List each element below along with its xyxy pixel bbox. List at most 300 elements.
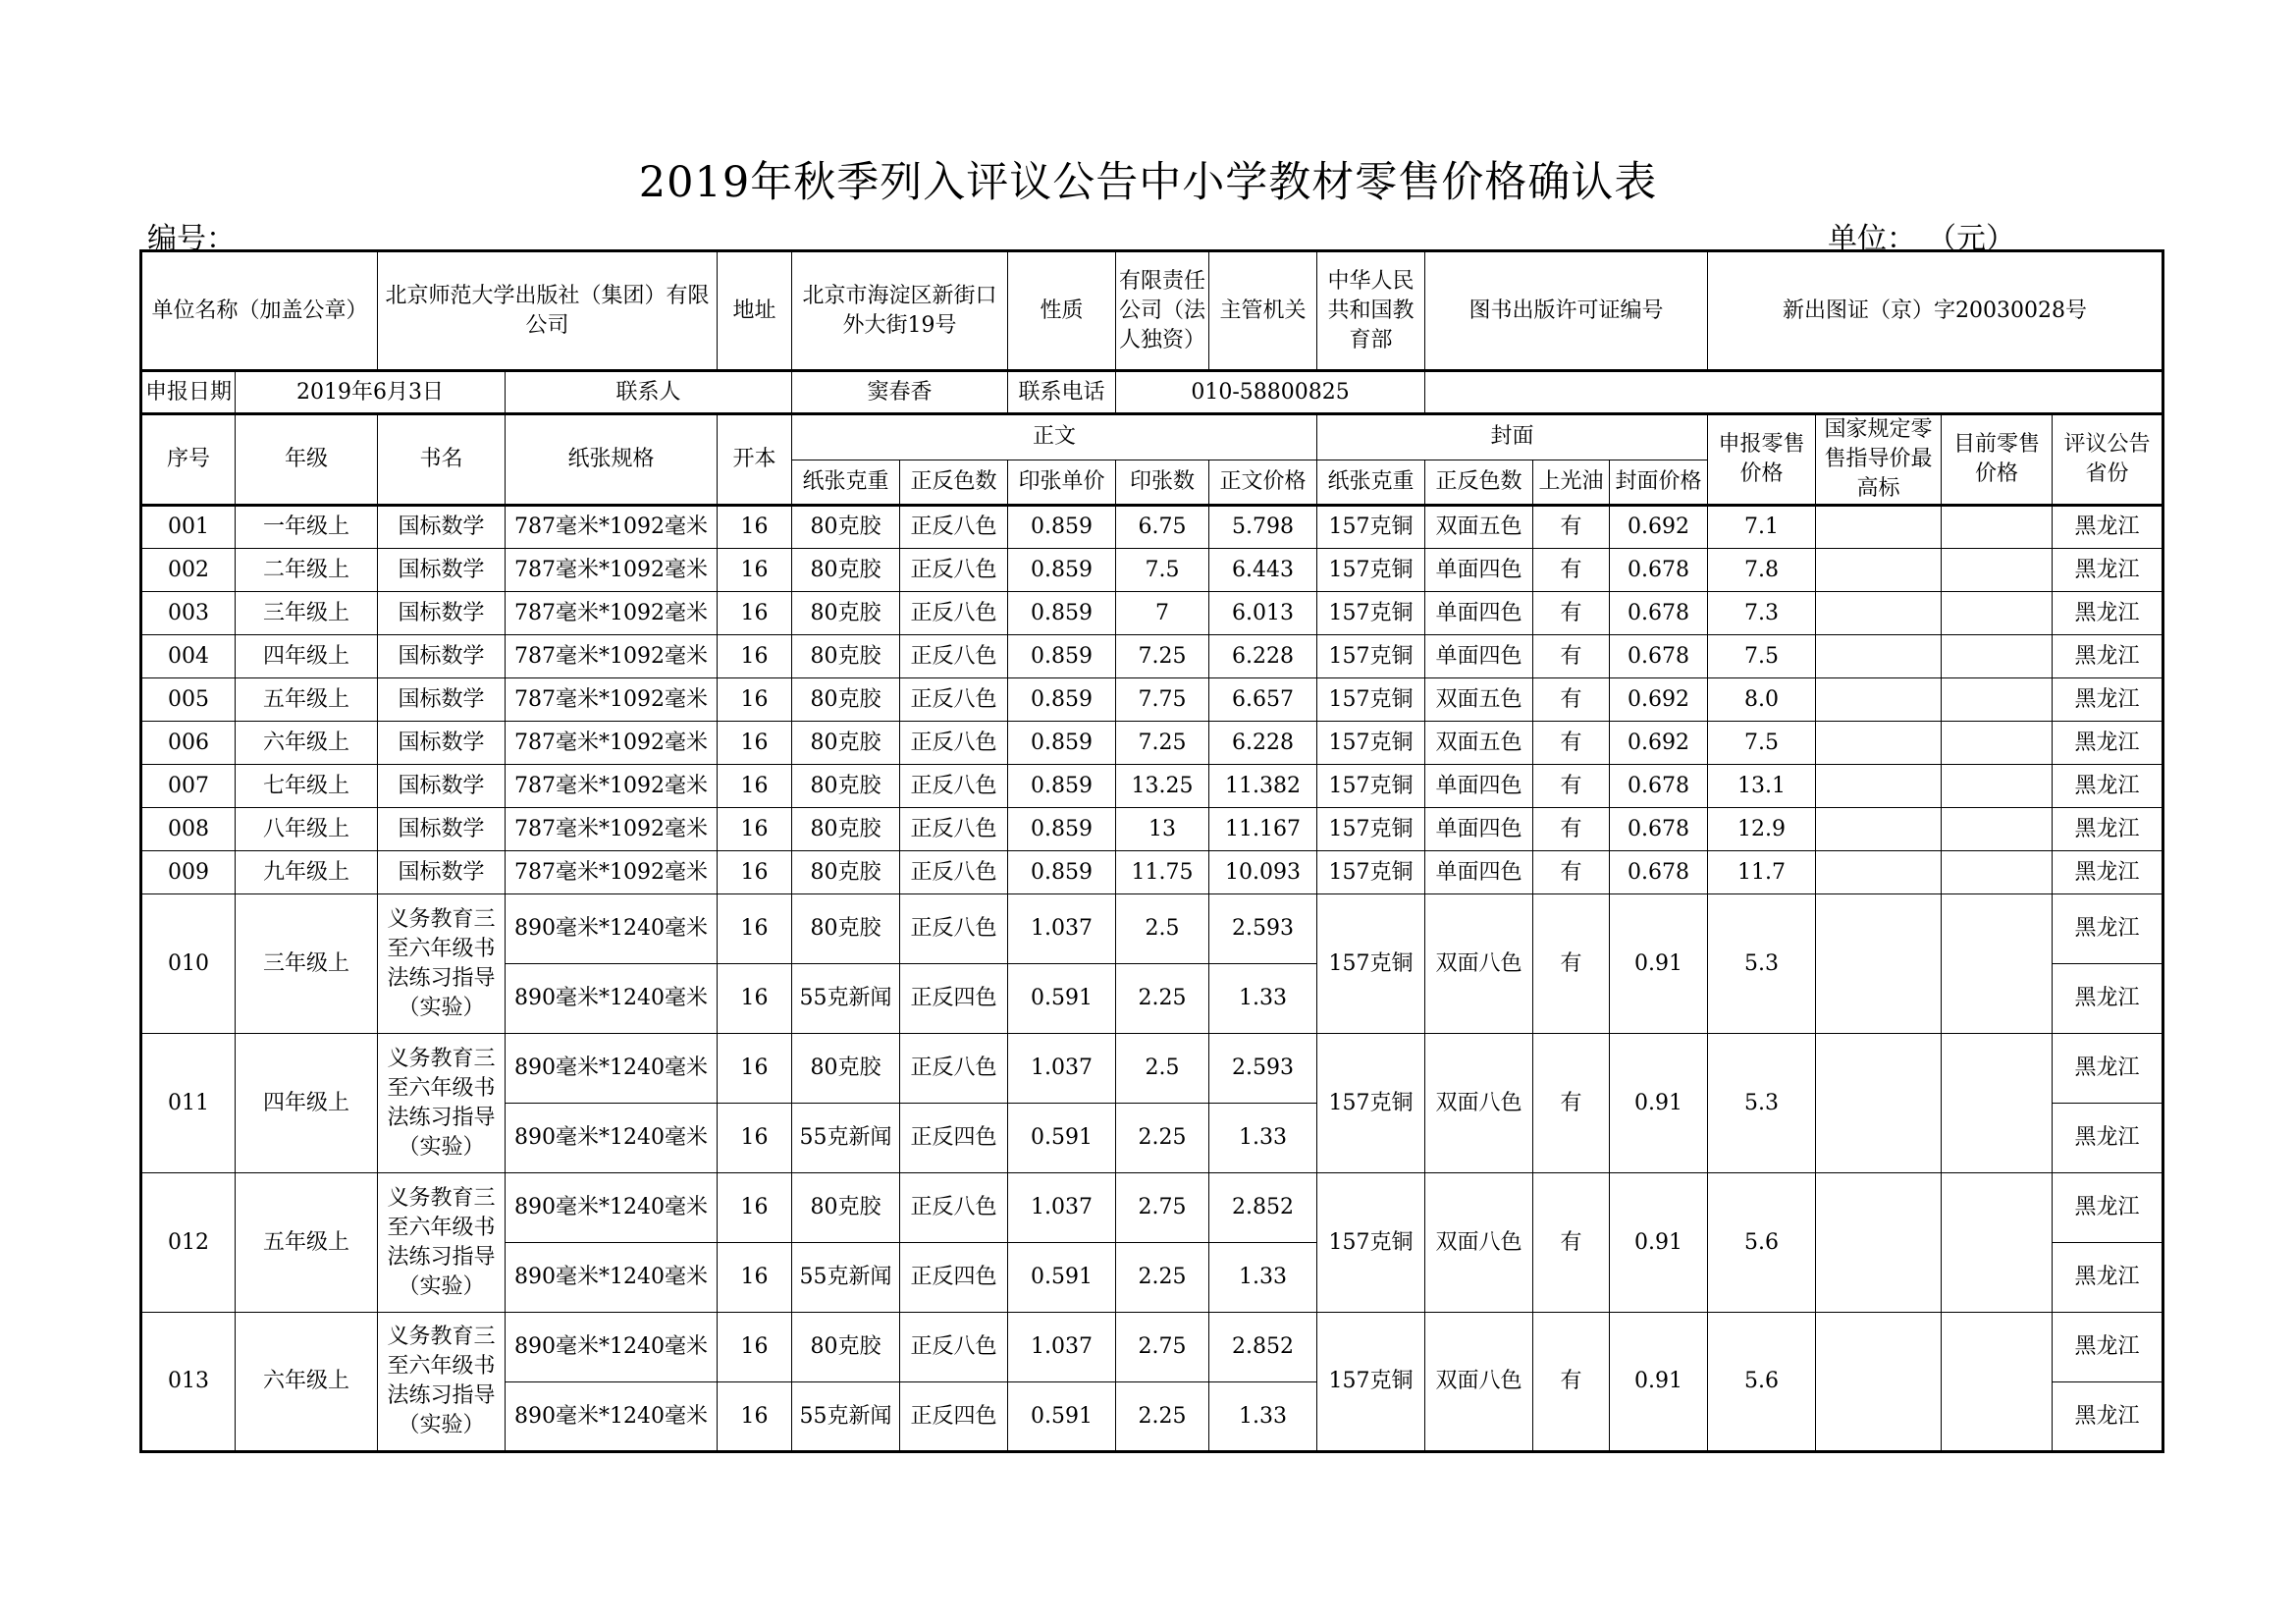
cell-paper-spec: 787毫米*1092毫米: [506, 722, 718, 765]
cell-province: 黑龙江: [2053, 678, 2163, 722]
cell-cover-weight: 157克铜: [1317, 1173, 1425, 1313]
cell-body-weight: 80克胶: [792, 808, 900, 851]
cell-cover-color: 单面四色: [1425, 808, 1533, 851]
cell-body-color: 正反四色: [900, 1243, 1008, 1313]
phone-value: 010-58800825: [1116, 371, 1425, 414]
header-row-1: [141, 414, 2163, 460]
cell-format: 16: [718, 506, 792, 549]
cell-cover-color: 双面八色: [1425, 1034, 1533, 1173]
price-confirmation-table: [139, 249, 2164, 1453]
cell-book: 国标数学: [378, 808, 506, 851]
header-sheets: 印张数: [1116, 460, 1209, 506]
cell-province: 黑龙江: [2053, 964, 2163, 1034]
cell-current-price: [1942, 1173, 2053, 1313]
cell-national-price: [1816, 592, 1942, 635]
cell-body-price: 11.167: [1209, 808, 1317, 851]
cell-sheet-price: 0.859: [1008, 808, 1116, 851]
cell-body-weight: 55克新闻: [792, 1243, 900, 1313]
header-grade: 年级: [236, 414, 378, 506]
cell-sheets: 13.25: [1116, 765, 1209, 808]
cell-sheets: 2.25: [1116, 1243, 1209, 1313]
cell-sheets: 7.25: [1116, 722, 1209, 765]
cell-paper-spec: 890毫米*1240毫米: [506, 1382, 718, 1452]
cell-body-price: 10.093: [1209, 851, 1317, 894]
cell-cover-color: 单面四色: [1425, 765, 1533, 808]
cell-body-price: 6.013: [1209, 592, 1317, 635]
cell-national-price: [1816, 722, 1942, 765]
cell-gloss: 有: [1533, 549, 1610, 592]
cell-current-price: [1942, 635, 2053, 678]
cell-cover-price: 0.91: [1610, 894, 1708, 1034]
cell-national-price: [1816, 1313, 1942, 1452]
cell-sheet-price: 0.859: [1008, 678, 1116, 722]
cell-grade: 七年级上: [236, 765, 378, 808]
cell-current-price: [1942, 851, 2053, 894]
cell-sheets: 2.25: [1116, 1382, 1209, 1452]
cell-body-color: 正反四色: [900, 1104, 1008, 1173]
header-body-price: 正文价格: [1209, 460, 1317, 506]
cell-seq: 013: [141, 1313, 236, 1452]
cell-body-price: 11.382: [1209, 765, 1317, 808]
header-declared-price: 申报零售价格: [1708, 414, 1816, 506]
cell-body-price: 6.228: [1209, 722, 1317, 765]
cell-body-price: 1.33: [1209, 1104, 1317, 1173]
cell-seq: 005: [141, 678, 236, 722]
cell-body-color: 正反八色: [900, 506, 1008, 549]
cell-body-weight: 80克胶: [792, 851, 900, 894]
cell-sheets: 2.75: [1116, 1173, 1209, 1243]
cell-national-price: [1816, 635, 1942, 678]
cell-declared-price: 7.5: [1708, 635, 1816, 678]
unit-value: （元）: [1942, 222, 2015, 256]
nature-value: 有限责任公司（法人独资）: [1116, 251, 1209, 371]
cell-declared-price: 5.3: [1708, 1034, 1816, 1173]
cell-province: 黑龙江: [2053, 549, 2163, 592]
cell-sheet-price: 0.591: [1008, 1104, 1116, 1173]
cell-body-color: 正反八色: [900, 722, 1008, 765]
table-row: [141, 1173, 2163, 1243]
cell-cover-color: 单面四色: [1425, 549, 1533, 592]
cell-national-price: [1816, 678, 1942, 722]
cell-body-weight: 80克胶: [792, 635, 900, 678]
cell-sheet-price: 0.859: [1008, 851, 1116, 894]
cell-paper-spec: 787毫米*1092毫米: [506, 592, 718, 635]
cell-book: 国标数学: [378, 549, 506, 592]
cell-national-price: [1816, 765, 1942, 808]
table-row: [141, 592, 2163, 635]
cell-body-color: 正反八色: [900, 1173, 1008, 1243]
cell-paper-spec: 890毫米*1240毫米: [506, 1243, 718, 1313]
table-row: [141, 506, 2163, 549]
cell-gloss: 有: [1533, 678, 1610, 722]
cell-body-weight: 80克胶: [792, 678, 900, 722]
cell-sheets: 7.5: [1116, 549, 1209, 592]
cell-cover-weight: 157克铜: [1317, 506, 1425, 549]
header-gloss: 上光油: [1533, 460, 1610, 506]
cell-body-color: 正反八色: [900, 1313, 1008, 1382]
cell-sheet-price: 1.037: [1008, 1173, 1116, 1243]
cell-body-color: 正反八色: [900, 851, 1008, 894]
cell-body-color: 正反八色: [900, 635, 1008, 678]
cell-paper-spec: 890毫米*1240毫米: [506, 964, 718, 1034]
cell-national-price: [1816, 506, 1942, 549]
cell-cover-color: 双面八色: [1425, 1173, 1533, 1313]
cell-body-price: 2.852: [1209, 1313, 1317, 1382]
cell-book: 国标数学: [378, 678, 506, 722]
cell-sheet-price: 0.859: [1008, 635, 1116, 678]
header-paper-spec: 纸张规格: [506, 414, 718, 506]
cell-seq: 011: [141, 1034, 236, 1173]
cell-national-price: [1816, 1173, 1942, 1313]
cell-cover-weight: 157克铜: [1317, 678, 1425, 722]
cell-declared-price: 5.6: [1708, 1313, 1816, 1452]
license-label: 图书出版许可证编号: [1425, 251, 1708, 371]
cell-gloss: 有: [1533, 1034, 1610, 1173]
cell-cover-price: 0.692: [1610, 722, 1708, 765]
cell-cover-weight: 157克铜: [1317, 592, 1425, 635]
cell-province: 黑龙江: [2053, 1243, 2163, 1313]
cell-gloss: 有: [1533, 765, 1610, 808]
table-row: [141, 808, 2163, 851]
table-row: [141, 851, 2163, 894]
cell-seq: 007: [141, 765, 236, 808]
cell-cover-price: 0.91: [1610, 1313, 1708, 1452]
cell-sheet-price: 1.037: [1008, 1313, 1116, 1382]
cell-grade: 五年级上: [236, 1173, 378, 1313]
cell-body-weight: 80克胶: [792, 894, 900, 964]
header-national-price: 国家规定零售指导价最高标: [1816, 414, 1942, 506]
cell-national-price: [1816, 851, 1942, 894]
cell-current-price: [1942, 1313, 2053, 1452]
cell-book: 义务教育三至六年级书法练习指导（实验）: [378, 1034, 506, 1173]
cell-cover-weight: 157克铜: [1317, 808, 1425, 851]
cell-format: 16: [718, 1034, 792, 1104]
cell-book: 国标数学: [378, 635, 506, 678]
cell-current-price: [1942, 1034, 2053, 1173]
cell-body-weight: 55克新闻: [792, 964, 900, 1034]
unit-name-label: 单位名称（加盖公章）: [141, 251, 378, 371]
cell-seq: 012: [141, 1173, 236, 1313]
cell-sheet-price: 1.037: [1008, 894, 1116, 964]
cell-declared-price: 13.1: [1708, 765, 1816, 808]
cell-cover-color: 双面五色: [1425, 678, 1533, 722]
cell-cover-price: 0.692: [1610, 678, 1708, 722]
cell-format: 16: [718, 1173, 792, 1243]
cell-declared-price: 11.7: [1708, 851, 1816, 894]
cell-book: 国标数学: [378, 722, 506, 765]
cell-gloss: 有: [1533, 808, 1610, 851]
cell-gloss: 有: [1533, 851, 1610, 894]
cell-current-price: [1942, 506, 2053, 549]
cell-gloss: 有: [1533, 592, 1610, 635]
header-cover-price: 封面价格: [1610, 460, 1708, 506]
cell-format: 16: [718, 592, 792, 635]
cell-grade: 四年级上: [236, 635, 378, 678]
cell-gloss: 有: [1533, 1173, 1610, 1313]
cell-body-weight: 80克胶: [792, 549, 900, 592]
cell-format: 16: [718, 1382, 792, 1452]
cell-body-weight: 80克胶: [792, 765, 900, 808]
header-cover-group: 封面: [1317, 414, 1708, 460]
unit-label-text: 单位：: [1828, 222, 1916, 256]
cell-body-price: 6.228: [1209, 635, 1317, 678]
table-row: [141, 549, 2163, 592]
cell-sheet-price: 0.591: [1008, 964, 1116, 1034]
cell-grade: 二年级上: [236, 549, 378, 592]
cell-cover-color: 单面四色: [1425, 635, 1533, 678]
cell-paper-spec: 787毫米*1092毫米: [506, 851, 718, 894]
cell-sheet-price: 0.859: [1008, 722, 1116, 765]
cell-gloss: 有: [1533, 1313, 1610, 1452]
cell-cover-weight: 157克铜: [1317, 851, 1425, 894]
cell-cover-weight: 157克铜: [1317, 722, 1425, 765]
cell-current-price: [1942, 549, 2053, 592]
contact-value: 窦春香: [792, 371, 1008, 414]
cell-seq: 001: [141, 506, 236, 549]
cell-format: 16: [718, 549, 792, 592]
cell-body-weight: 80克胶: [792, 506, 900, 549]
cell-cover-price: 0.91: [1610, 1173, 1708, 1313]
cell-cover-color: 双面八色: [1425, 1313, 1533, 1452]
cell-format: 16: [718, 851, 792, 894]
cell-format: 16: [718, 894, 792, 964]
header-body-color: 正反色数: [900, 460, 1008, 506]
cell-seq: 002: [141, 549, 236, 592]
cell-national-price: [1816, 549, 1942, 592]
cell-cover-price: 0.91: [1610, 1034, 1708, 1173]
cell-province: 黑龙江: [2053, 1382, 2163, 1452]
cell-grade: 九年级上: [236, 851, 378, 894]
header-body-group: 正文: [792, 414, 1317, 460]
table-row: [141, 1034, 2163, 1104]
cell-body-price: 6.657: [1209, 678, 1317, 722]
cell-book: 国标数学: [378, 592, 506, 635]
cell-body-color: 正反八色: [900, 549, 1008, 592]
cell-paper-spec: 890毫米*1240毫米: [506, 1104, 718, 1173]
cell-cover-price: 0.678: [1610, 635, 1708, 678]
cell-cover-price: 0.678: [1610, 808, 1708, 851]
cell-paper-spec: 787毫米*1092毫米: [506, 765, 718, 808]
address-label: 地址: [718, 251, 792, 371]
cell-sheet-price: 0.859: [1008, 592, 1116, 635]
cell-national-price: [1816, 808, 1942, 851]
cell-format: 16: [718, 635, 792, 678]
authority-label: 主管机关: [1209, 251, 1317, 371]
cell-body-price: 1.33: [1209, 964, 1317, 1034]
phone-label: 联系电话: [1008, 371, 1116, 414]
header-cover-color: 正反色数: [1425, 460, 1533, 506]
contact-row: [141, 371, 2163, 414]
cell-body-weight: 80克胶: [792, 722, 900, 765]
serial-label: 编号：: [147, 222, 236, 256]
table-row: [141, 765, 2163, 808]
cell-grade: 八年级上: [236, 808, 378, 851]
cell-body-color: 正反四色: [900, 1382, 1008, 1452]
cell-sheets: 11.75: [1116, 851, 1209, 894]
cell-body-color: 正反八色: [900, 765, 1008, 808]
cell-body-price: 2.852: [1209, 1173, 1317, 1243]
cell-book: 国标数学: [378, 765, 506, 808]
cell-cover-color: 双面八色: [1425, 894, 1533, 1034]
cell-grade: 三年级上: [236, 894, 378, 1034]
table-row: [141, 635, 2163, 678]
cell-cover-color: 单面四色: [1425, 592, 1533, 635]
cell-cover-price: 0.678: [1610, 851, 1708, 894]
cell-declared-price: 7.3: [1708, 592, 1816, 635]
cell-body-price: 2.593: [1209, 1034, 1317, 1104]
cell-sheets: 6.75: [1116, 506, 1209, 549]
cell-body-color: 正反八色: [900, 808, 1008, 851]
header-book: 书名: [378, 414, 506, 506]
cell-sheet-price: 0.591: [1008, 1382, 1116, 1452]
date-label: 申报日期: [141, 371, 236, 414]
cell-body-weight: 80克胶: [792, 1034, 900, 1104]
cell-body-color: 正反八色: [900, 678, 1008, 722]
cell-declared-price: 12.9: [1708, 808, 1816, 851]
cell-paper-spec: 787毫米*1092毫米: [506, 635, 718, 678]
cell-province: 黑龙江: [2053, 506, 2163, 549]
contact-row-blank: [1425, 371, 2163, 414]
header-seq: 序号: [141, 414, 236, 506]
cell-paper-spec: 787毫米*1092毫米: [506, 549, 718, 592]
table-row: [141, 678, 2163, 722]
cell-seq: 009: [141, 851, 236, 894]
cell-cover-price: 0.678: [1610, 765, 1708, 808]
cell-paper-spec: 787毫米*1092毫米: [506, 808, 718, 851]
table-row: [141, 1313, 2163, 1382]
cell-sheets: 2.25: [1116, 964, 1209, 1034]
cell-cover-weight: 157克铜: [1317, 765, 1425, 808]
cell-province: 黑龙江: [2053, 808, 2163, 851]
cell-cover-weight: 157克铜: [1317, 1313, 1425, 1452]
cell-format: 16: [718, 1243, 792, 1313]
nature-label: 性质: [1008, 251, 1116, 371]
cell-body-weight: 80克胶: [792, 1313, 900, 1382]
header-cover-weight: 纸张克重: [1317, 460, 1425, 506]
cell-grade: 三年级上: [236, 592, 378, 635]
license-value: 新出图证（京）字20030028号: [1708, 251, 2163, 371]
cell-body-weight: 80克胶: [792, 592, 900, 635]
cell-grade: 一年级上: [236, 506, 378, 549]
cell-cover-weight: 157克铜: [1317, 894, 1425, 1034]
cell-grade: 六年级上: [236, 1313, 378, 1452]
cell-gloss: 有: [1533, 894, 1610, 1034]
cell-body-price: 5.798: [1209, 506, 1317, 549]
header-province: 评议公告省份: [2053, 414, 2163, 506]
cell-paper-spec: 890毫米*1240毫米: [506, 1313, 718, 1382]
cell-grade: 五年级上: [236, 678, 378, 722]
address-value: 北京市海淀区新街口外大街19号: [792, 251, 1008, 371]
cell-paper-spec: 890毫米*1240毫米: [506, 1034, 718, 1104]
cell-national-price: [1816, 1034, 1942, 1173]
cell-province: 黑龙江: [2053, 1173, 2163, 1243]
header-current-price: 目前零售价格: [1942, 414, 2053, 506]
cell-province: 黑龙江: [2053, 1034, 2163, 1104]
cell-body-color: 正反八色: [900, 894, 1008, 964]
cell-cover-price: 0.692: [1610, 506, 1708, 549]
cell-gloss: 有: [1533, 506, 1610, 549]
header-format: 开本: [718, 414, 792, 506]
cell-sheets: 2.5: [1116, 894, 1209, 964]
cell-format: 16: [718, 765, 792, 808]
cell-current-price: [1942, 678, 2053, 722]
cell-body-weight: 55克新闻: [792, 1104, 900, 1173]
cell-declared-price: 8.0: [1708, 678, 1816, 722]
cell-seq: 004: [141, 635, 236, 678]
cell-body-color: 正反四色: [900, 964, 1008, 1034]
table-row: [141, 894, 2163, 964]
cell-sheets: 7.25: [1116, 635, 1209, 678]
cell-body-price: 1.33: [1209, 1243, 1317, 1313]
cell-province: 黑龙江: [2053, 851, 2163, 894]
cell-cover-color: 双面五色: [1425, 722, 1533, 765]
cell-format: 16: [718, 722, 792, 765]
cell-seq: 006: [141, 722, 236, 765]
cell-body-weight: 80克胶: [792, 1173, 900, 1243]
cell-sheet-price: 0.859: [1008, 765, 1116, 808]
cell-format: 16: [718, 1104, 792, 1173]
cell-sheets: 13: [1116, 808, 1209, 851]
contact-label: 联系人: [506, 371, 792, 414]
cell-province: 黑龙江: [2053, 894, 2163, 964]
cell-body-weight: 55克新闻: [792, 1382, 900, 1452]
header-sheet-price: 印张单价: [1008, 460, 1116, 506]
cell-seq: 010: [141, 894, 236, 1034]
cell-grade: 四年级上: [236, 1034, 378, 1173]
cell-sheet-price: 0.591: [1008, 1243, 1116, 1313]
cell-province: 黑龙江: [2053, 1313, 2163, 1382]
cell-gloss: 有: [1533, 722, 1610, 765]
page-title: 2019年秋季列入评议公告中小学教材零售价格确认表: [638, 158, 1658, 207]
cell-body-color: 正反八色: [900, 1034, 1008, 1104]
cell-gloss: 有: [1533, 635, 1610, 678]
cell-cover-weight: 157克铜: [1317, 635, 1425, 678]
cell-paper-spec: 787毫米*1092毫米: [506, 678, 718, 722]
cell-province: 黑龙江: [2053, 1104, 2163, 1173]
cell-sheet-price: 0.859: [1008, 506, 1116, 549]
cell-sheets: 2.5: [1116, 1034, 1209, 1104]
cell-body-color: 正反八色: [900, 592, 1008, 635]
date-value: 2019年6月3日: [236, 371, 506, 414]
cell-paper-spec: 787毫米*1092毫米: [506, 506, 718, 549]
cell-province: 黑龙江: [2053, 765, 2163, 808]
cell-paper-spec: 890毫米*1240毫米: [506, 894, 718, 964]
cell-sheet-price: 0.859: [1008, 549, 1116, 592]
cell-sheet-price: 1.037: [1008, 1034, 1116, 1104]
cell-province: 黑龙江: [2053, 722, 2163, 765]
cell-declared-price: 5.3: [1708, 894, 1816, 1034]
cell-sheets: 7.75: [1116, 678, 1209, 722]
cell-declared-price: 7.5: [1708, 722, 1816, 765]
cell-province: 黑龙江: [2053, 592, 2163, 635]
cell-book: 义务教育三至六年级书法练习指导（实验）: [378, 894, 506, 1034]
cell-cover-weight: 157克铜: [1317, 1034, 1425, 1173]
info-row: [141, 251, 2163, 371]
cell-cover-price: 0.678: [1610, 592, 1708, 635]
cell-seq: 008: [141, 808, 236, 851]
cell-sheets: 7: [1116, 592, 1209, 635]
cell-book: 义务教育三至六年级书法练习指导（实验）: [378, 1313, 506, 1452]
cell-grade: 六年级上: [236, 722, 378, 765]
cell-paper-spec: 890毫米*1240毫米: [506, 1173, 718, 1243]
cell-national-price: [1816, 894, 1942, 1034]
cell-format: 16: [718, 678, 792, 722]
cell-declared-price: 7.8: [1708, 549, 1816, 592]
cell-cover-color: 单面四色: [1425, 851, 1533, 894]
cell-format: 16: [718, 964, 792, 1034]
cell-body-price: 6.443: [1209, 549, 1317, 592]
cell-sheets: 2.25: [1116, 1104, 1209, 1173]
